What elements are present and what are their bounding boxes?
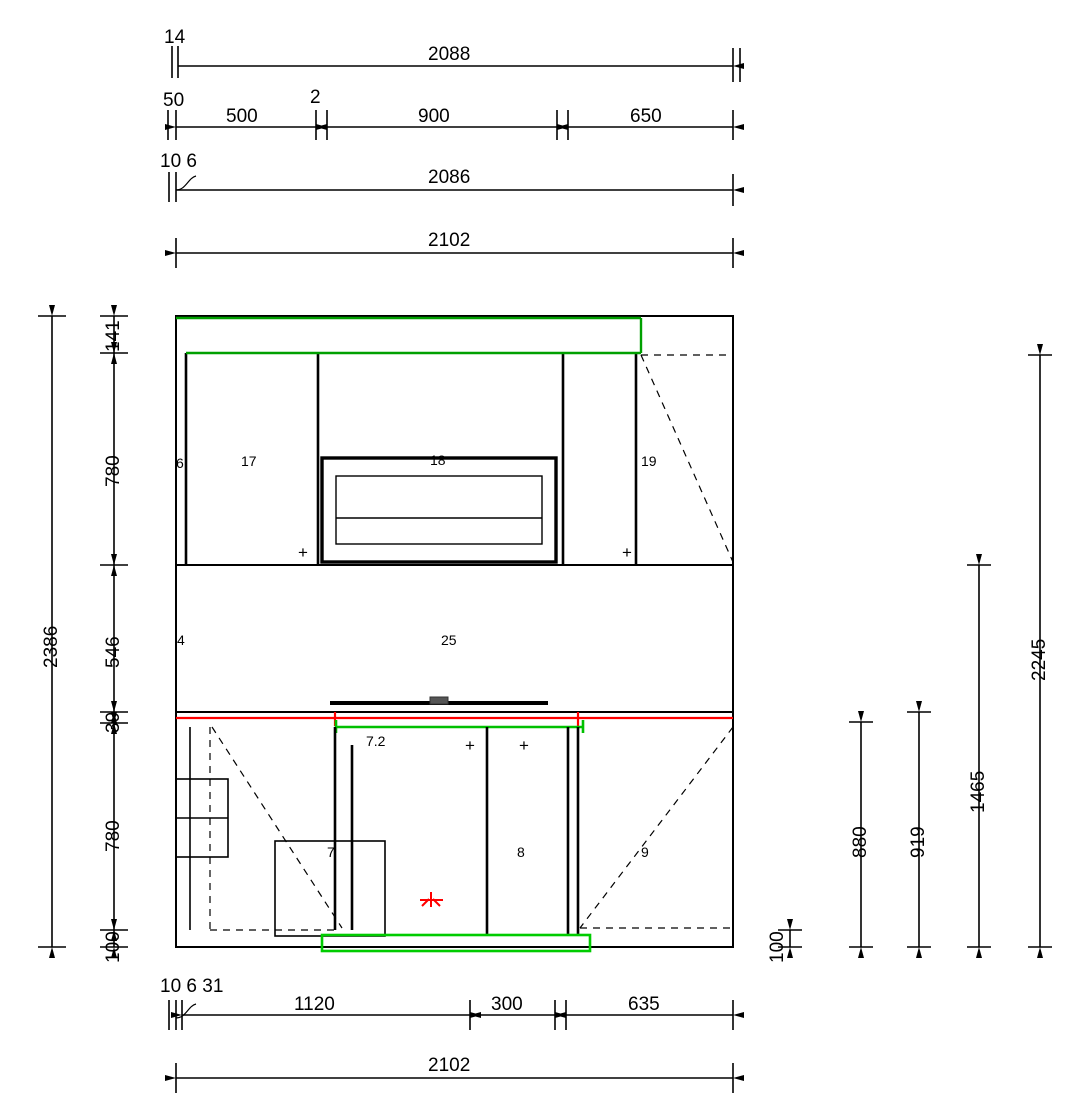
green-plinth [322, 935, 590, 951]
red-reference-line [176, 712, 733, 726]
appliance-inner [336, 476, 542, 544]
part-number-4: 4 [177, 632, 185, 648]
part-number-8: 8 [517, 844, 525, 860]
part-number-19: 19 [641, 453, 657, 469]
dim-top-seg-900: 900 [418, 106, 450, 127]
part-number-6: 6 [176, 455, 184, 471]
lower-left-panel [176, 727, 385, 936]
dim-left-seg-39: 39 [103, 711, 124, 733]
green-rails-lower [336, 720, 583, 733]
plus-marker-upper-left: + [298, 543, 308, 562]
plus-marker-lower-right: + [519, 736, 529, 755]
dim-top-left-tick-50: 50 [163, 90, 185, 111]
dim-top-2086: 2086 [428, 167, 471, 188]
dim-left-seg-100: 100 [103, 931, 124, 963]
dim-right-2245: 2245 [1029, 638, 1050, 681]
part-number-18: 18 [430, 452, 446, 468]
dim-left-seg-141: 141 [103, 320, 124, 352]
part-number-7: 7 [327, 844, 335, 860]
dim-left-seg-780-upper: 780 [103, 455, 124, 487]
worktop-assembly [330, 697, 548, 704]
lower-section [335, 727, 578, 935]
part-number-9: 9 [641, 844, 649, 860]
dim-bottom-left-ticks: 10 6 31 [160, 976, 224, 997]
dim-top-left-tick-14: 14 [164, 27, 186, 48]
dim-left-seg-546: 546 [103, 636, 124, 668]
dim-right-880: 880 [850, 826, 871, 858]
dim-top-left-ticks-10-6: 10 6 [160, 151, 197, 172]
dim-top-2088: 2088 [428, 44, 471, 65]
dim-left-seg-780-lower: 780 [103, 820, 124, 852]
dim-top-seg-650: 650 [630, 106, 662, 127]
dim-top-2102: 2102 [428, 230, 471, 251]
plus-marker-lower-left: + [465, 736, 475, 755]
dim-right-919: 919 [908, 826, 929, 858]
dim-bottom-seg-1120: 1120 [294, 994, 335, 1015]
dim-right-1465: 1465 [968, 770, 989, 813]
dim-top-seg-500: 500 [226, 106, 258, 127]
appliance-box [322, 458, 556, 562]
dim-top-mid-tick-2: 2 [310, 87, 321, 108]
dim-bottom-2102: 2102 [428, 1055, 471, 1076]
dim-right-tick-100: 100 [767, 931, 788, 963]
part-number-25: 25 [441, 632, 457, 648]
dim-bottom-seg-300: 300 [491, 994, 523, 1015]
dimension-lines-right [778, 355, 1052, 947]
dim-left-overall-2386: 2386 [41, 625, 62, 668]
green-rails-top [176, 318, 641, 353]
part-number-7-2: 7.2 [366, 733, 386, 749]
part-number-17: 17 [241, 453, 257, 469]
red-center-symbol [420, 892, 443, 907]
dashed-guides [210, 355, 733, 930]
plus-marker-upper-right: + [622, 543, 632, 562]
dim-bottom-seg-635: 635 [628, 994, 660, 1015]
